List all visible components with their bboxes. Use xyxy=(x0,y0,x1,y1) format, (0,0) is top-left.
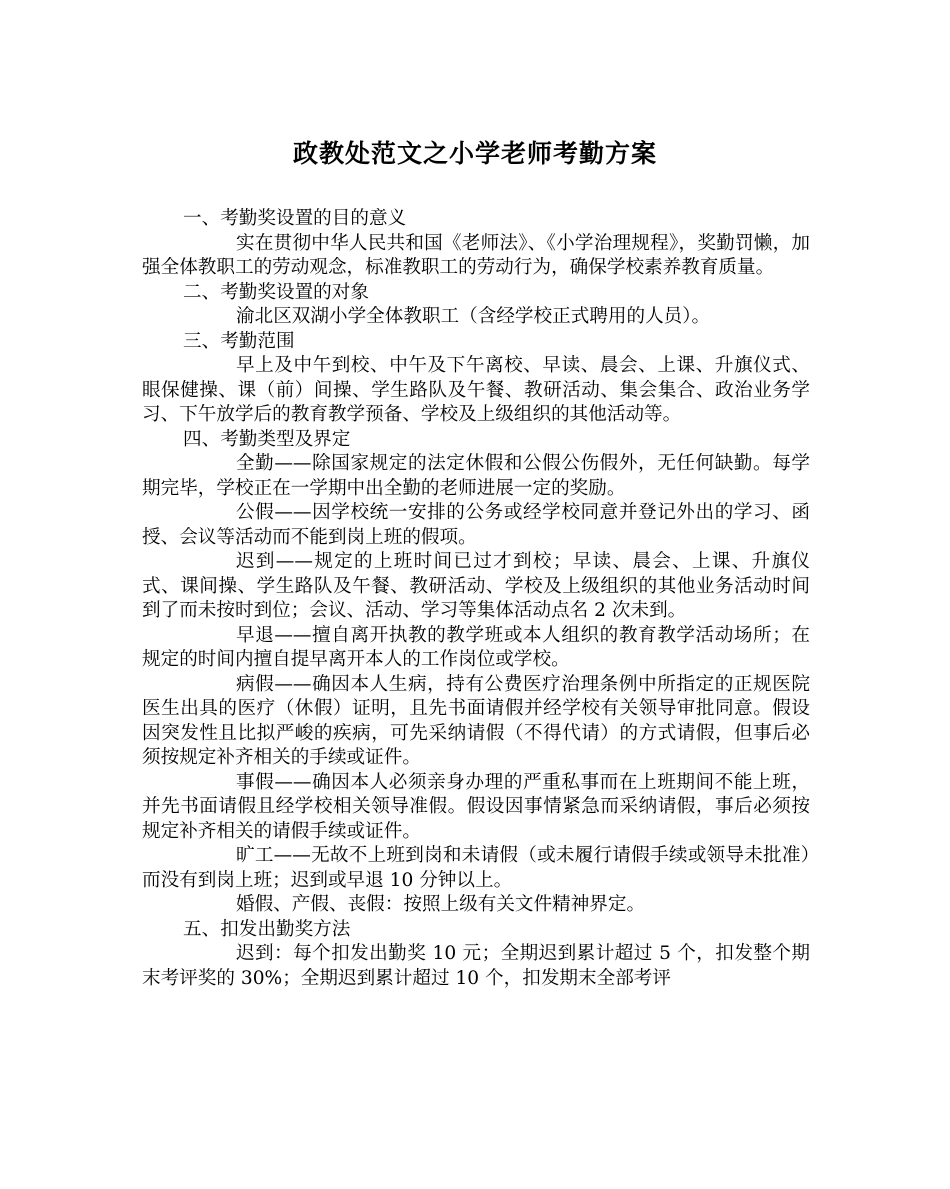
section-heading: 四、考勤类型及界定 xyxy=(183,428,351,450)
section-heading: 五、扣发出勤奖方法 xyxy=(183,918,351,940)
definition-paragraph: 病假——确因本人生病，持有公费医疗治理条例中所指定的正规医院医生出具的医疗（休假）证明，且先书面请假并经学校有关领导审批同意。假设因突发性且比拟严峻的疾病，可先采纳请假（不得代请）的方式请假，但事后必须按规定补齐相关的手续或证件。 xyxy=(142,673,810,768)
body-paragraph: 渝北区双湖小学全体教职工（含经学校正式聘用的人员）。 xyxy=(236,306,711,327)
definition-paragraph: 旷工——无故不上班到岗和未请假（或未履行请假手续或领导未批准）而没有到岗上班；迟到或早退 10 分钟以上。 xyxy=(142,845,810,891)
section-heading: 一、考勤奖设置的目的意义 xyxy=(183,208,407,229)
definition-paragraph: 早退——擅自离开执教的教学班或本人组织的教育教学活动场所；在规定的时间内擅自提早离开本人的工作岗位或学校。 xyxy=(142,624,810,670)
section-heading: 三、考勤范围 xyxy=(183,330,295,352)
body-paragraph: 实在贯彻中华人民共和国《老师法》、《小学治理规程》，奖勤罚懒，加强全体教职工的劳动观念，标准教职工的劳动行为，确保学校素养教育质量。 xyxy=(142,232,810,278)
definition-paragraph: 公假——因学校统一安排的公务或经学校同意并登记外出的学习、函授、会议等活动而不能到岗上班的假项。 xyxy=(142,502,810,548)
definition-paragraph: 婚假、产假、丧假：按照上级有关文件精神界定。 xyxy=(236,894,646,915)
definition-paragraph: 迟到——规定的上班时间已过才到校；早读、晨会、上课、升旗仪式、课间操、学生路队及午餐、教研活动、学校及上级组织的其他业务活动时间到了而未按时到位；会议、活动、学习等集体活动点名 2 次未到。 xyxy=(142,551,810,621)
definition-paragraph: 事假——确因本人必须亲身办理的严重私事而在上班期间不能上班，并先书面请假且经学校相关领导准假。假设因事情紧急而采纳请假，事后必须按规定补齐相关的请假手续或证件。 xyxy=(142,771,810,842)
section-heading: 二、考勤奖设置的对象 xyxy=(183,281,369,303)
document-title: 政教处范文之小学老师考勤方案 xyxy=(292,139,657,168)
body-paragraph: 早上及中午到校、中午及下午离校、早读、晨会、上课、升旗仪式、眼保健操、课（前）间操、学生路队及午餐、教研活动、集会集合、政治业务学习、下午放学后的教育教学预备、学校及上级组织的其他活动等。 xyxy=(142,355,810,425)
body-paragraph: 迟到：每个扣发出勤奖 10 元；全期迟到累计超过 5 个，扣发整个期末考评奖的 30%；全期迟到累计超过 10 个，扣发期末全部考评 xyxy=(142,943,810,989)
definition-paragraph: 全勤——除国家规定的法定休假和公假公伤假外，无任何缺勤。每学期完毕，学校正在一学期中出全勤的老师进展一定的奖励。 xyxy=(142,453,810,499)
document-body xyxy=(142,207,810,991)
